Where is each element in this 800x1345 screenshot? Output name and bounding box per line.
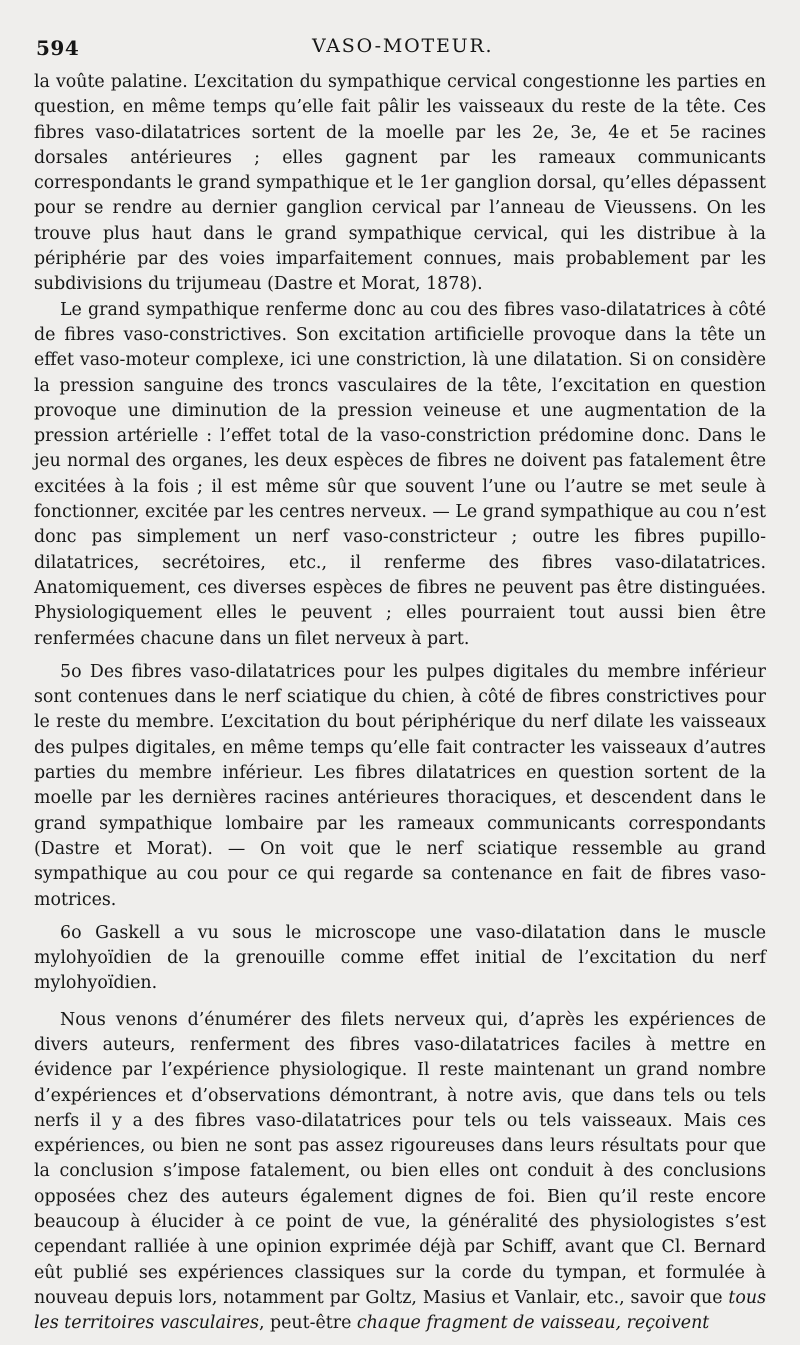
- paragraph-gaskell: 6o Gaskell a vu sous le microscope une vaso-dilatation dans le muscle mylohyoïdien de la grenouille comme effet initial de l’excitation du nerf mylohyoïdien.: [34, 922, 766, 994]
- paragraph-grand-sympathique: Le grand sympathique renferme donc au cou des fibres vaso-dilatatrices à côté de fibres vaso-constrictives. Son excitation artificielle provoque dans la tête un effet vaso-moteur complexe, ici une constriction, là une dilatation. Si on considère la pression sanguine des troncs vasculaires de la tête, l’excitation en question provoque une diminution de la pression veineuse et une augmentation de la pression artérielle : l’effet total de la vaso-constriction prédomine donc. Dans le jeu normal des organes, les deux espèces de fibres ne doivent pas fatalement être excitées à la fois ; il est même sûr que souvent l’une ou l’autre se met seule à fonctionner, excitée par les centres nerveux. — Le grand sympathique au cou n’est donc pas simplement un nerf vaso-constricteur ; outre les fibres pupillo-dilatatrices, secrétoires, etc., il renferme des fibres vaso-dilatatrices. Anatomiquement, ces diverses espèces de fibres ne peuvent pas être distinguées. Physiologiquement elles le peuvent ; elles pourraient tout aussi bien être renfermées chacune dans un filet nerveux à part.: [34, 299, 767, 649]
- summary-main-text: Nous venons d’énumérer des filets nerveux qui, d’après les expériences de divers auteurs, renferment des fibres vaso-dilatatrices faciles à mettre en évidence par l’expérience physiologique. Il reste maintenant un grand nombre d’expériences et d’observations démontrant, à notre avis, que dans tels ou tels nerfs il y a des fibres vaso-dilatatrices pour tels ou tels vaisseaux. Mais ces expériences, ou bien ne sont pas assez rigoureuses dans leurs résultats pour que la conclusion s’impose fatalement, ou bien elles ont conduit à des conclusions opposées chez des auteurs également dignes de foi. Bien qu’il reste encore beaucoup à élucider à ce point de vue, la généralité des physiologistes s’est cependant ralliée à une opinion exprimée déjà par Schiff, avant que Cl. Bernard eût publié ses expériences classiques sur la corde du tympan, et formulée à nouveau depuis lors, notamment par Goltz, Masius et Vanlair, etc., savoir que: [34, 1009, 766, 1308]
- summary-italic-text-1: tous les territoires vasculaires: [34, 1287, 767, 1334]
- body-text: [34, 70, 766, 1337]
- paragraph-continuation: la voûte palatine. L’excitation du sympathique cervical congestionne les parties en question, en même temps qu’elle fait pâlir les vaisseaux du reste de la tête. Ces fibres vaso-dilatatrices sortent de la moelle par les 2e, 3e, 4e et 5e racines dorsales antérieures ; elles gagnent par les rameaux communicants correspondants le grand sympathique et le 1er ganglion dorsal, qu’elles dépassent pour se rendre au dernier ganglion cervical par l’anneau de Vieussens. On les trouve plus haut dans le grand sympathique cervical, qui les distribue à la périphérie par des voies imparfaitement connues, mais probablement par les subdivisions du trijumeau (Dastre et Morat, 1878).: [34, 72, 766, 295]
- page-number: 594: [36, 36, 80, 60]
- paragraph-sciatic-nerve: 5o Des fibres vaso-dilatatrices pour les pulpes digitales du membre inférieur sont contenues dans le nerf sciatique du chien, à côté de fibres constrictives pour le reste du membre. L’excitation du bout périphérique du nerf dilate les vaisseaux des pulpes digitales, en même temps qu’elle fait contracter les vaisseaux d’autres parties du membre inférieur. Les fibres dilatatrices en question sortent de la moelle par les dernières racines antérieures thoraciques, et descendent dans le grand sympathique lombaire par les rameaux communicants correspondants (Dastre et Morat). — On voit que le nerf sciatique ressemble au grand sympathique au cou pour ce qui regarde sa contenance en fait de fibres vaso-motrices.: [34, 661, 766, 910]
- summary-italic-text-2: chaque fragment de vaisseau, reçoivent: [356, 1313, 710, 1334]
- running-head: VASO-MOTEUR.: [312, 35, 494, 57]
- paragraph-summary: [34, 1008, 766, 1337]
- summary-middle-text: , peut-être: [258, 1313, 352, 1334]
